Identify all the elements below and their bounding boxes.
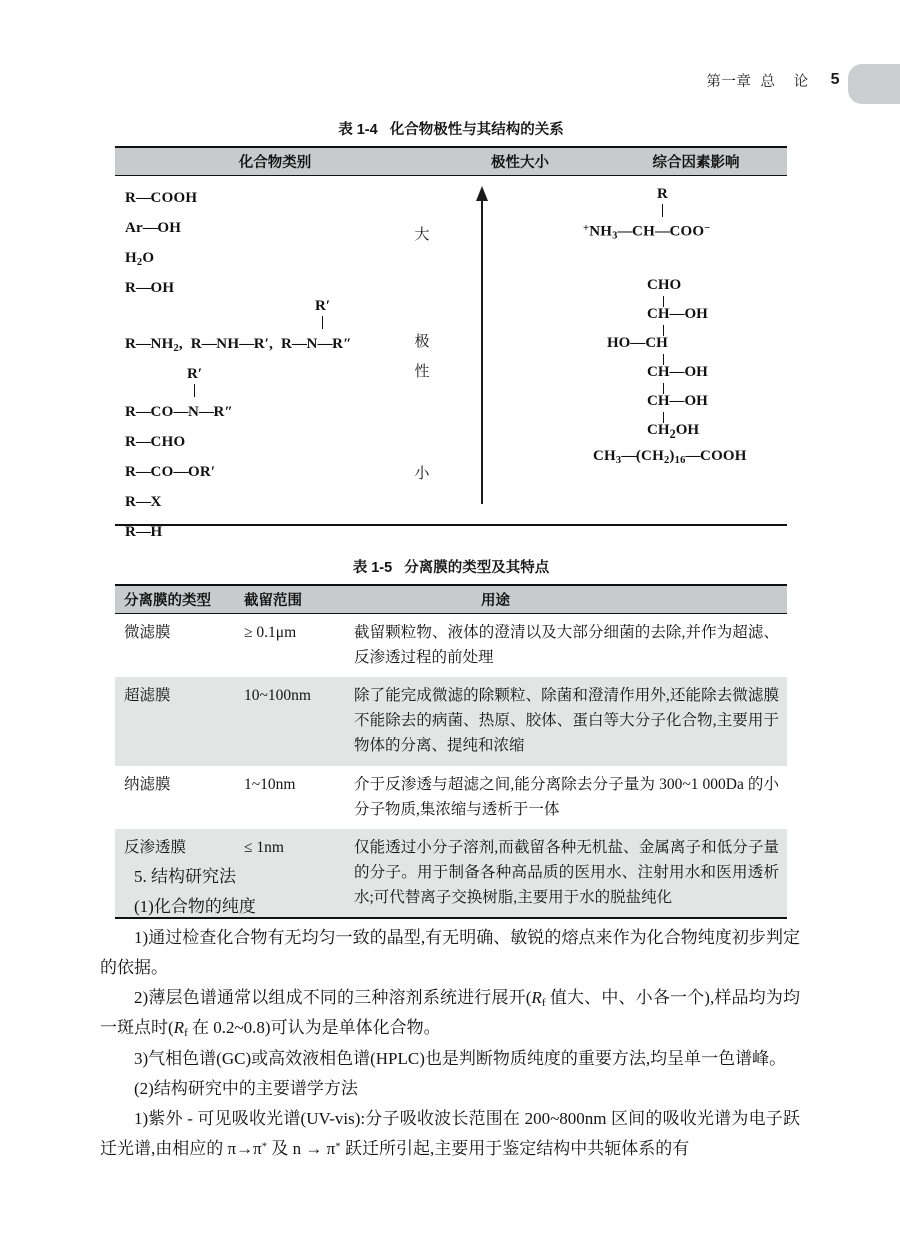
polarity-label-ji: 极 — [414, 333, 430, 350]
table-1-5-header-row — [115, 584, 787, 614]
column-header-membrane-type: 分离膜的类型 — [124, 593, 211, 609]
formula-stearic-acid: $CH_3—(CH_2)_{16}—COOH$ — [593, 448, 747, 466]
body-text — [100, 862, 800, 1165]
formula-r-cho: R—CHO — [125, 434, 186, 450]
fischer-label: HO—CH — [607, 335, 668, 351]
cell-usage: 截留颗粒物、液体的澄清以及大部分细菌的去除,并作为超滤、反渗透过程的前处理 — [354, 624, 779, 667]
formula-amide: R—CO—N—R″ — [125, 404, 234, 420]
fischer-label: CHO — [647, 277, 682, 293]
formula-halide: R—X — [125, 494, 162, 510]
paragraph-spectro-title: (2)结构研究中的主要谱学方法 — [134, 1078, 358, 1098]
formula-ar-oh: Ar—OH — [125, 220, 182, 236]
branch-label-r-prime-amide — [187, 366, 202, 398]
text-run: 1)紫外 - 可见吸收光谱(UV-vis):分子吸收波长范围在 200~800nm 区间的吸收光谱为电子跃迁光谱,由相应的 π→π — [100, 1109, 800, 1159]
text-run: 值大、中、小各一个),样品均为均一斑点时( — [100, 988, 800, 1038]
column-header-influence: 综合因素影响 — [652, 155, 740, 171]
table-row — [115, 614, 787, 677]
polarity-arrow — [481, 186, 483, 504]
paragraph-purity-title: (1)化合物的纯度 — [134, 897, 256, 917]
column-header-polarity: 极性大小 — [491, 155, 549, 171]
paragraph-purity-2 — [100, 983, 800, 1044]
polarity-label-xing: 性 — [414, 363, 430, 380]
table-row — [115, 677, 787, 765]
cell-cutoff-range: ≥ 0.1μm — [244, 624, 297, 641]
rf-symbol: R — [173, 1018, 185, 1038]
formula-ester: R—CO—OR′ — [125, 464, 216, 480]
table-1-4 — [115, 118, 787, 540]
branch-text: R′ — [315, 298, 331, 314]
star-symbol: * — [261, 1141, 268, 1154]
fischer-row-2 — [647, 307, 708, 325]
paragraph-purity-1: 1)通过检查化合物有无均匀一致的晶型,有无明确、敏锐的熔点来作为化合物纯度初步判定的依据。 — [100, 927, 800, 977]
cell-cutoff-range: 10~100nm — [244, 687, 311, 705]
text-run: 在 0.2~0.8)可认为是单体化合物。 — [187, 1018, 441, 1038]
table-1-4-caption: 表 1-4 化合物极性与其结构的关系 — [338, 122, 564, 138]
formula-amino-acid: $^+NH_3—CH—COO^-$ — [583, 223, 711, 242]
branch-label-r-prime-amine — [315, 298, 330, 330]
fischer-label: CH—OH — [647, 393, 708, 409]
cell-usage: 仅能透过小分子溶剂,而截留各种无机盐、金属离子和低分子量的分子。用于制备各种高品质的医用水、注射用水和医用透析水;可代替离子交换树脂,主要用于水的脱盐纯化 — [354, 838, 779, 906]
formula-water: $H_2O$ — [125, 250, 155, 268]
formula-alkane: R—H — [125, 524, 163, 540]
polarity-label-large: 大 — [414, 226, 430, 243]
cell-usage: 除了能完成微滤的除颗粒、除菌和澄清作用外,还能除去微滤膜不能除去的病菌、热原、胶体、蛋白等大分子化合物,主要用于物体的分离、提纯和浓缩 — [354, 687, 779, 755]
rf-subscript: f — [541, 996, 546, 1009]
paragraph-heading-5: 5. 结构研究法 — [134, 867, 236, 886]
table-1-5-caption: 表 1-5 分离膜的类型及其特点 — [352, 560, 550, 576]
column-header-compound-class: 化合物类别 — [238, 155, 312, 171]
text-run: 及 n → π — [267, 1139, 336, 1159]
thumb-index-tab — [848, 64, 900, 104]
polarity-label-small: 小 — [414, 465, 430, 482]
fischer-label: CH—OH — [647, 306, 708, 322]
fischer-label: CH—OH — [647, 364, 708, 380]
cell-usage: 介于反渗透与超滤之间,能分离除去分子量为 300~1 000Da 的小分子物质,集浓缩与透析于一体 — [354, 775, 779, 818]
formula-amines: $R—NH_2$, R—NH—R′, R—N—R″ — [125, 336, 352, 354]
branch-text: R′ — [187, 366, 203, 382]
text-run: 2)薄层色谱通常以组成不同的三种溶剂系统进行展开( — [134, 988, 532, 1007]
bond-vertical — [322, 316, 323, 329]
paragraph-purity-3: 3)气相色谱(GC)或高效液相色谱(HPLC)也是判断物质纯度的重要方法,均呈单一色谱峰。 — [134, 1048, 787, 1068]
column-header-usage: 用途 — [481, 593, 510, 609]
formula-r-oh: R—OH — [125, 280, 175, 296]
fischer-row-3 — [607, 336, 708, 354]
amino-acid-side-chain — [657, 186, 668, 218]
page-number: 5 — [830, 71, 840, 88]
table-1-4-body — [115, 176, 787, 540]
star-symbol: * — [335, 1141, 341, 1154]
running-header — [115, 68, 840, 92]
formula-r-cooh: R—COOH — [125, 190, 198, 206]
bond-vertical — [662, 204, 663, 217]
rf-symbol: R — [531, 988, 542, 1007]
cell-membrane-type: 超滤膜 — [124, 687, 171, 705]
chapter-title: 第一章 总 论 — [706, 73, 809, 90]
cell-membrane-type: 反渗透膜 — [124, 838, 187, 856]
fischer-row-5 — [647, 394, 708, 412]
formula-glucose-fischer — [607, 277, 708, 441]
cell-membrane-type: 微滤膜 — [124, 624, 171, 641]
rf-subscript: f — [184, 1027, 188, 1040]
bond-vertical — [194, 384, 195, 397]
fischer-row-1 — [647, 278, 708, 296]
fischer-label: $CH_2OH$ — [647, 422, 700, 441]
arrow-shaft — [481, 196, 483, 504]
table-row — [115, 766, 787, 829]
column-header-cutoff-range: 截留范围 — [244, 593, 302, 609]
cell-cutoff-range: 1~10nm — [244, 775, 296, 793]
cell-cutoff-range: ≤ 1nm — [244, 838, 284, 856]
fischer-row-6 — [647, 423, 708, 441]
table-1-4-header-row — [115, 146, 787, 176]
cell-membrane-type: 纳滤膜 — [124, 775, 171, 793]
paragraph-uv-vis — [100, 1104, 800, 1165]
branch-text: R — [657, 186, 668, 202]
text-run: 跃迁所引起,主要用于鉴定结构中共轭体系的有 — [340, 1139, 690, 1159]
fischer-row-4 — [647, 365, 708, 383]
